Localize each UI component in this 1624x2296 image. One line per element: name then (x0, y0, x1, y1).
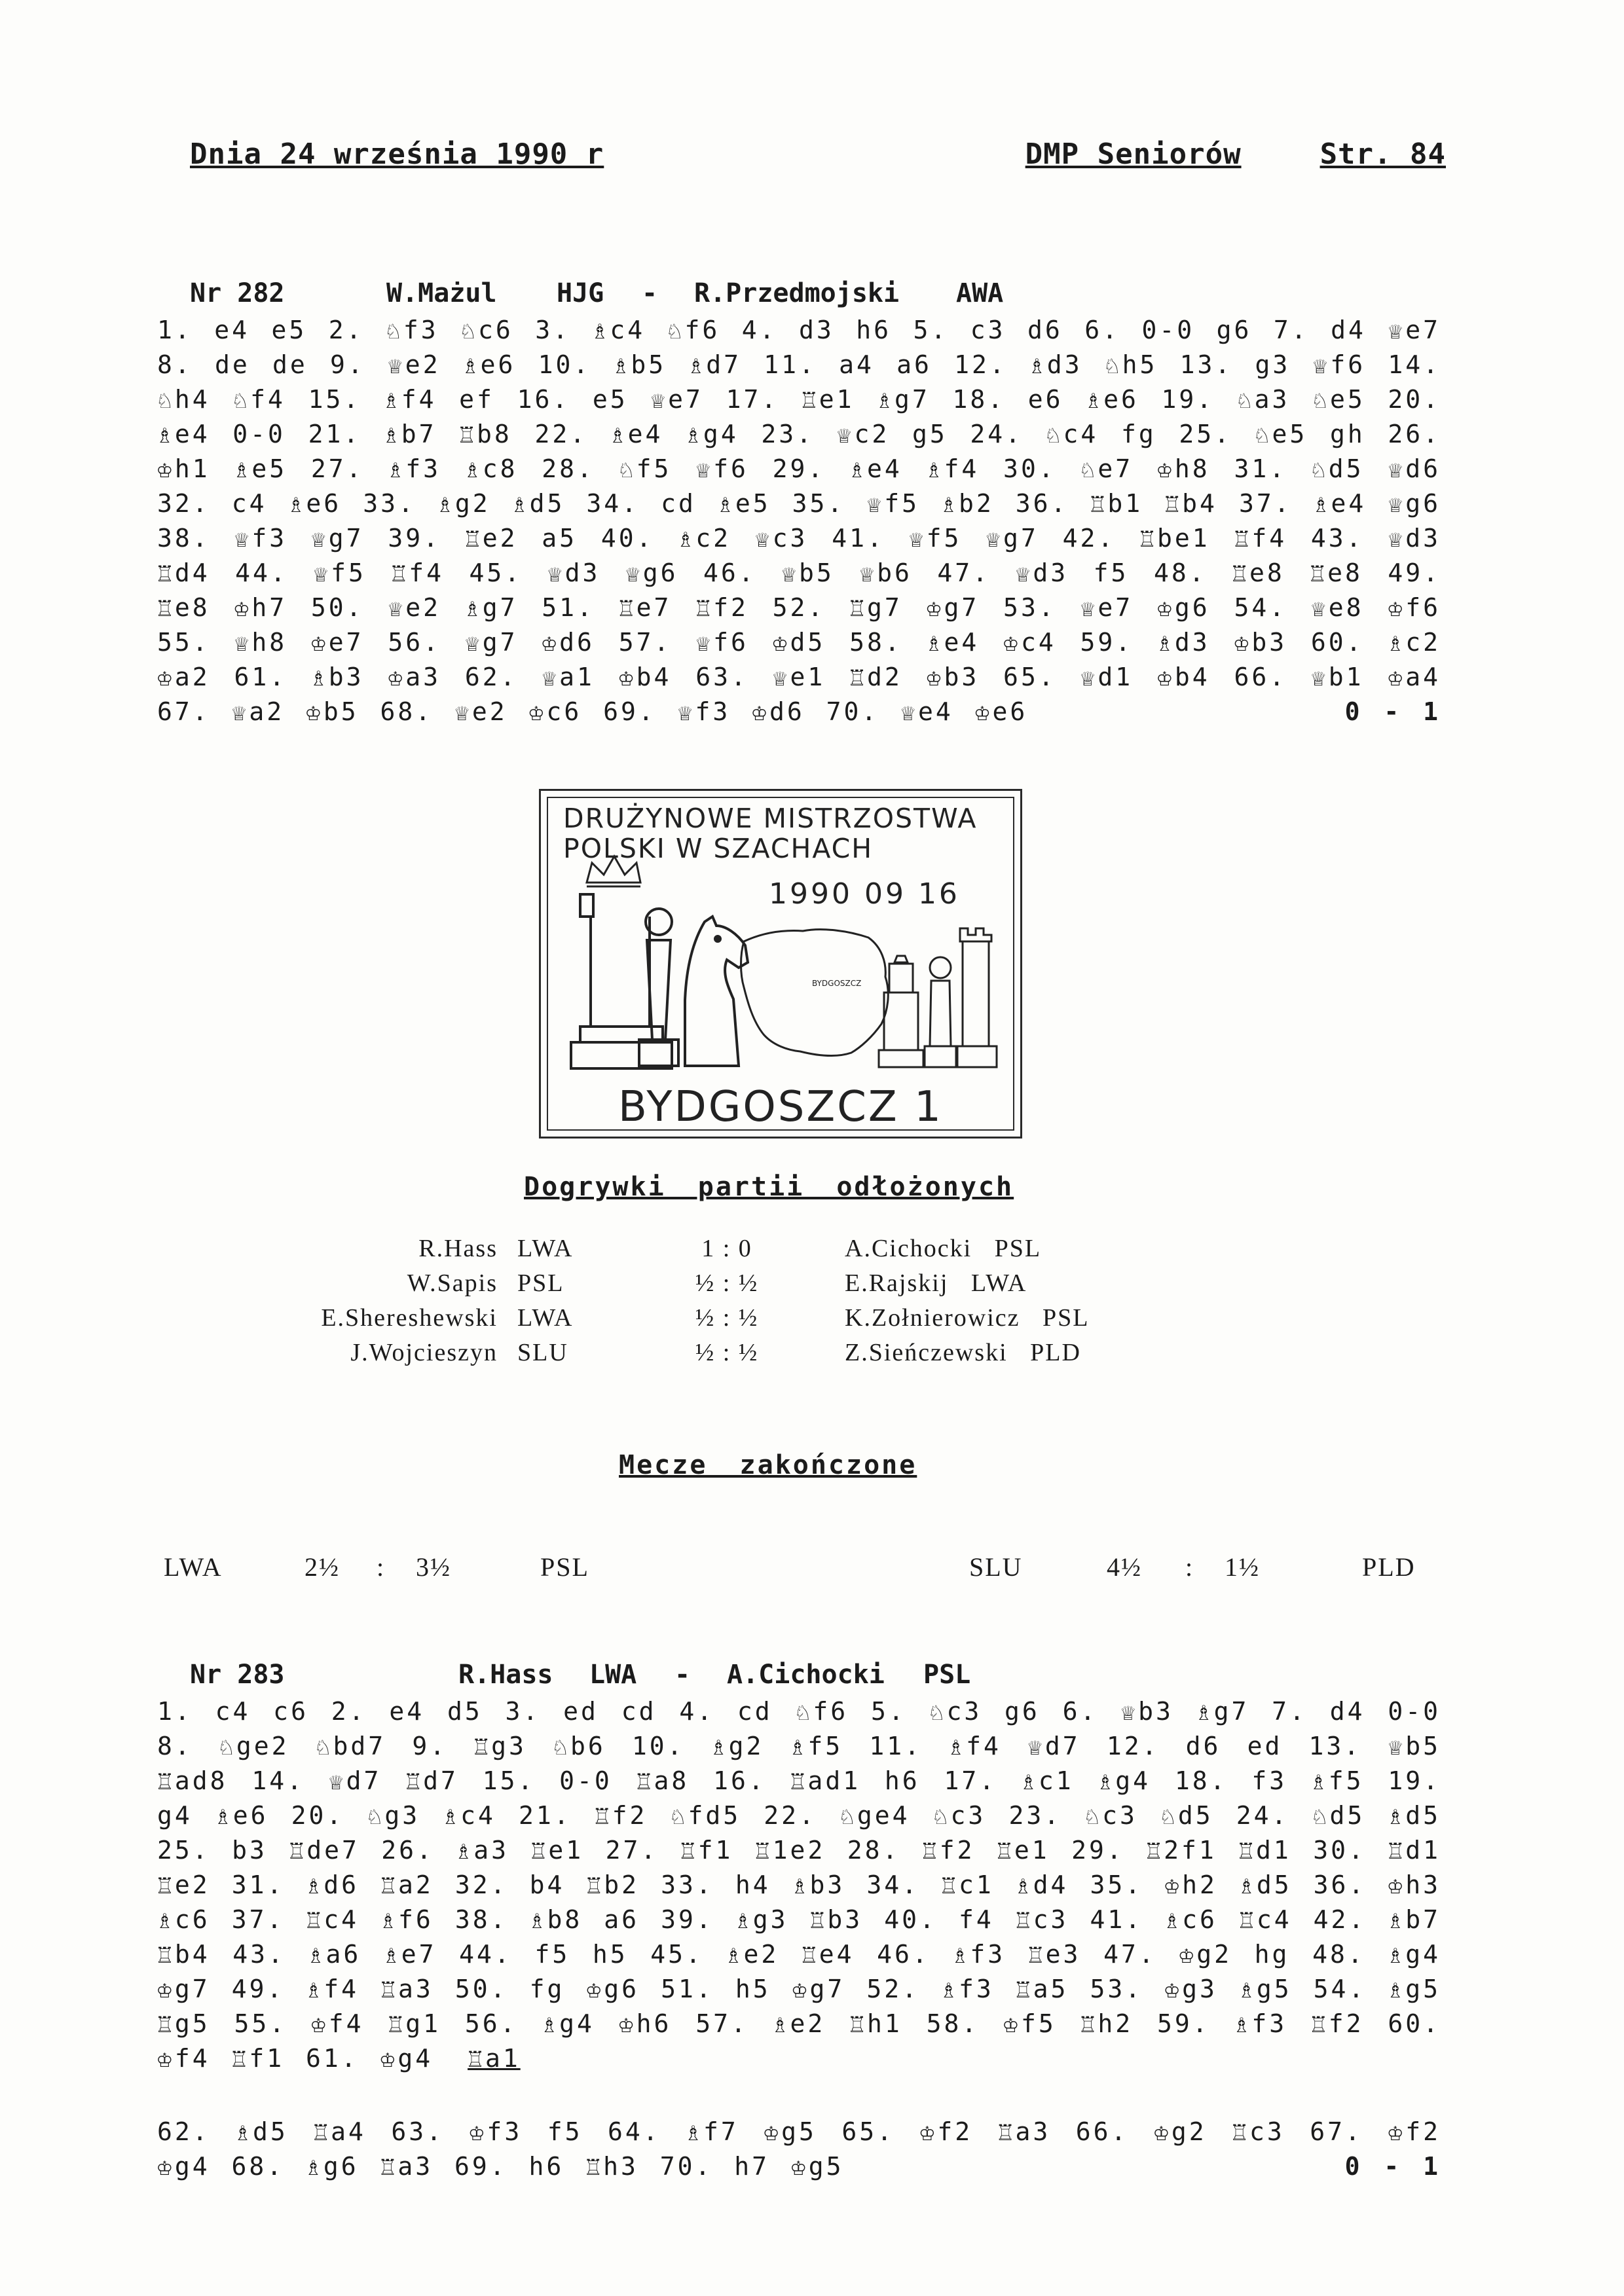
crown-icon (587, 856, 640, 886)
rook-icon (571, 894, 672, 1068)
knight-icon (685, 917, 748, 1066)
moves-text: 62. ♗d5 ♖a4 63. ♔f3 f5 64. ♗f7 ♔g5 65. ♔f2 ♖a3 66. ♔g2 ♖c3 67. ♔f2 ♔g4 68. ♗g6 ♖a3 69. h6 ♖h3 70. h7 ♔g5 (157, 2117, 1441, 2181)
separator: - (642, 278, 658, 308)
game-283-moves (157, 1694, 1441, 2113)
game-282-title (190, 278, 1003, 308)
game-result: 0 - 1 (1344, 2152, 1441, 2181)
header-date: Dnia 24 września 1990 r (190, 137, 604, 171)
table-row: W.Sapis PSL ½ : ½ E.Rajskij LWA (407, 1269, 1027, 1297)
map-city-label: BYDGOSZCZ (812, 979, 862, 988)
white-player: R.Hass (458, 1660, 553, 1690)
game-282-moves (157, 313, 1441, 771)
table-row: R.Hass LWA 1 : 0 A.Cichocki PSL (418, 1234, 1042, 1262)
black-team: PSL (923, 1660, 971, 1690)
separator: - (674, 1660, 691, 1690)
game-283-title (190, 1660, 970, 1690)
page-header (190, 137, 1446, 171)
black-player: A.Cichocki (727, 1660, 885, 1690)
poland-map-icon (741, 930, 889, 1056)
match-result-right: SLU 4½ : 1½ PLD (969, 1552, 1416, 1582)
stamp-line-1: DRUŻYNOWE MISTRZOSTWA (563, 803, 978, 834)
game-283-moves-continued (157, 2115, 1441, 2193)
stamp-bottom-text: BYDGOSZCZ 1 (618, 1083, 943, 1131)
table-row: E.Shereshewski LWA ½ : ½ K.Zołnierowicz PSL (321, 1303, 1090, 1332)
white-team: LWA (589, 1660, 637, 1690)
adjourned-title: Dogrywki partii odłożonych (524, 1172, 1014, 1202)
game-result: 0 - 1 (1344, 697, 1441, 726)
black-player: R.Przedmojski (694, 278, 900, 308)
black-team: AWA (956, 278, 1004, 308)
adjourned-table (190, 1231, 1303, 1370)
white-team: HJG (557, 278, 604, 308)
match-result-left: LWA 2½ : 3½ PSL (164, 1552, 589, 1582)
stamp-date: 1990 09 16 (769, 877, 960, 911)
header-page-number: Str. 84 (1320, 137, 1446, 171)
rook-small-icon (957, 928, 997, 1067)
table-row: J.Wojcieszyn SLU ½ : ½ Z.Sieńczewski PLD (350, 1338, 1081, 1366)
stamp-line-2: POLSKI W SZACHACH (563, 833, 874, 864)
moves-text: 1. e4 e5 2. ♘f3 ♘c6 3. ♗c4 ♘f6 4. d3 h6 5. c3 d6 6. 0-0 g6 7. d4 ♕e7 8. de de 9. ♕e2 ♗e6 10. ♗b5 ♗d7 11. a4 a6 12. ♗d3 ♘h5 13. g3 ♕f6 14. ♘h4 ♘f4 15. ♗f4 ef 16. e5 ♕e7 17. ♖e1 ♗g7 18. e6 ♗e6 19. ♘a3 ♘e5 20. ♗e4 0-0 21. ♗b7 ♖b8 22. ♗e4 ♗g4 23. ♕c2 g5 24. ♘c4 fg 25. ♘e5 gh 26. ♔h1 ♗e5 27. ♗f3 ♗c8 28. ♘f5 ♕f6 29. ♗e4 ♗f4 30. ♘e7 ♔h8 31. ♘d5 ♕d6 32. c4 ♗e6 33. ♗g2 ♗d5 34. cd ♗e5 35. ♕f5 ♗b2 36. ♖b1 ♖b4 37. ♗e4 ♕g6 38. ♕f3 ♕g7 39. ♖e2 a5 40. ♗c2 ♕c3 41. ♕f5 ♕g7 42. ♖be1 ♖f4 43. ♕d3 ♖d4 44. ♕f5 ♖f4 45. ♕d3 ♕g6 46. ♕b5 ♕b6 47. ♕d3 f5 48. ♖e8 ♖e8 49. ♖e8 ♔h7 50. ♕e2 ♗g7 51. ♖e7 ♖f2 52. ♖g7 ♔g7 53. ♕e7 ♔g6 54. ♕e8 ♔f6 55. ♕h8 ♔e7 56. ♕g7 ♔d6 57. ♕f6 ♔d5 58. ♗e4 ♔c4 59. ♗d3 ♔b3 60. ♗c2 ♔a2 61. ♗b3 ♔a3 62. ♕a1 ♔b4 63. ♕e1 ♖d2 ♔b3 65. ♕d1 ♔b4 66. ♕b1 ♔a4 67. ♕a2 ♔b5 68. ♕e2 ♔c6 69. ♕f3 ♔d6 70. ♕e4 ♔e6 (157, 316, 1441, 726)
white-player: W.Mażul (386, 278, 497, 308)
pawn-small-icon (925, 957, 956, 1067)
tournament-stamp (539, 789, 1022, 1139)
game-number: Nr 282 (190, 278, 285, 308)
moves-text: 1. c4 c6 2. e4 d5 3. ed cd 4. cd ♘f6 5. ♘c3 g6 6. ♕b3 ♗g7 7. d4 0-0 8. ♘ge2 ♘bd7 9. ♖g3 ♘b6 10. ♗g2 ♗f5 11. ♗f4 ♕d7 12. d6 ed 13. ♕b5 ♖ad8 14. ♕d7 ♖d7 15. 0-0 ♖a8 16. ♖ad1 h6 17. ♗c1 ♗g4 18. f3 ♗f5 19. g4 ♗e6 20. ♘g3 ♗c4 21. ♖f2 ♘fd5 22. ♘ge4 ♘c3 23. ♘c3 ♘d5 24. ♘d5 ♗d5 25. b3 ♖de7 26. ♗a3 ♖e1 27. ♖f1 ♖1e2 28. ♖f2 ♖e1 29. ♖2f1 ♖d1 30. ♖d1 ♖e2 31. ♗d6 ♖a2 32. b4 ♖b2 33. h4 ♗b3 34. ♖c1 ♗d4 35. ♔h2 ♗d5 36. ♔h3 ♗c6 37. ♖c4 ♗f6 38. ♗b8 a6 39. ♗g3 ♖b3 40. f4 ♖c3 41. ♗c6 ♖c4 42. ♗b7 ♖b4 43. ♗a6 ♗e7 44. f5 h5 45. ♗e2 ♖e4 46. ♗f3 ♖e3 47. ♔g2 hg 48. ♗g4 ♔g7 49. ♗f4 ♖a3 50. fg ♔g6 51. h5 ♔g7 52. ♗f3 ♖a5 53. ♔g3 ♗g5 54. ♗g5 ♖g5 55. ♔f4 ♖g1 56. ♗g4 ♔h6 57. ♗e2 ♖h1 58. ♔f5 ♖h2 59. ♗f3 ♖f2 60. ♔f4 ♖f1 61. ♔g4 (157, 1697, 1441, 2073)
header-event: DMP Seniorów (1025, 137, 1242, 171)
margin-note: ♖a1 (468, 2044, 521, 2073)
game-number: Nr 283 (190, 1660, 285, 1690)
matches-title: Mecze zakończone (619, 1450, 917, 1480)
